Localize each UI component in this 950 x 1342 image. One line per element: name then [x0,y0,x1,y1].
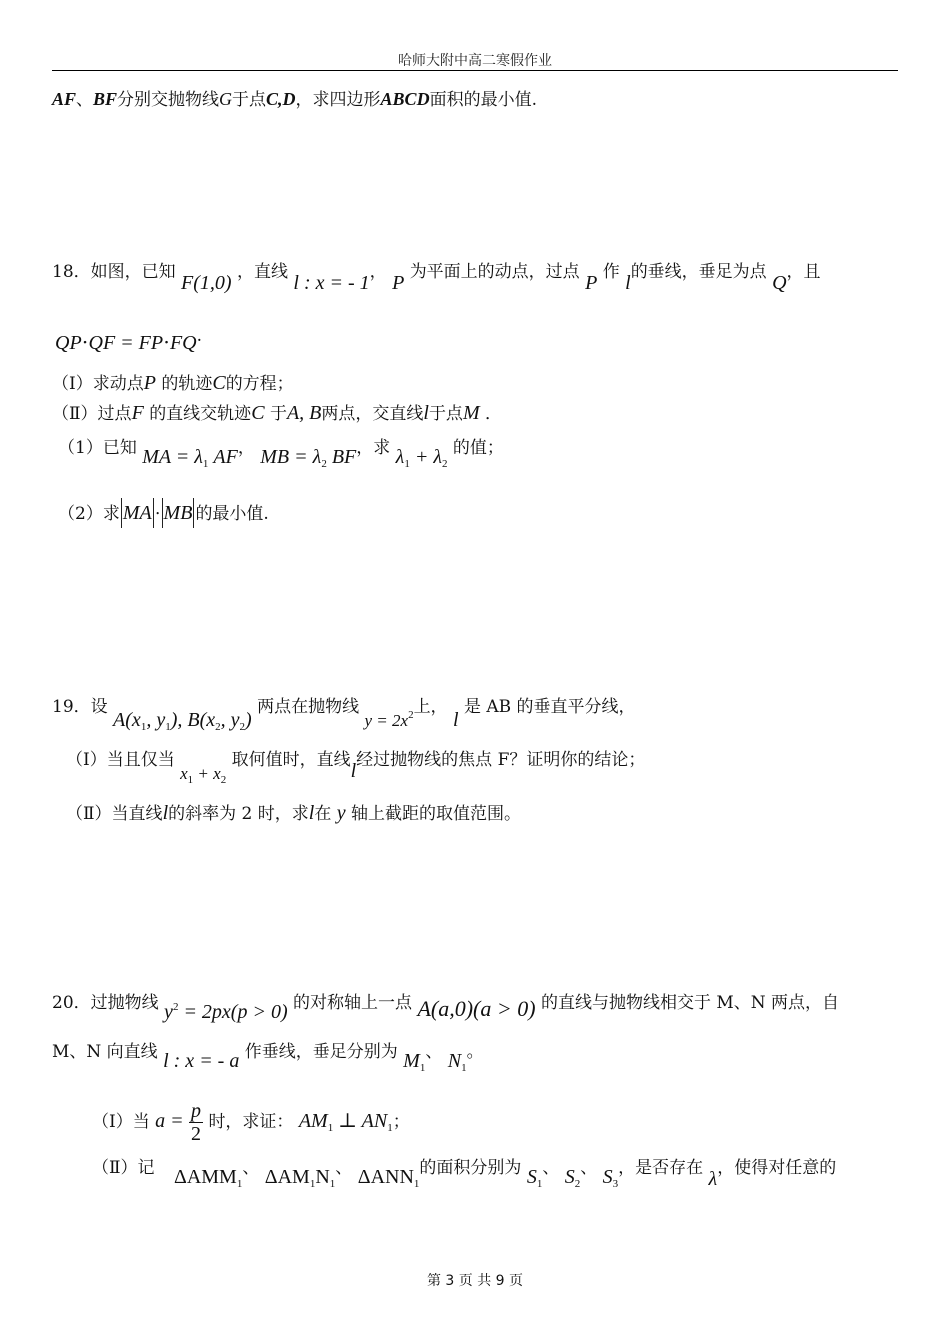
q20-line1: 20．过抛物线 $y^2 = 2px(p > 0)$ 的对称轴上一点 A(a,0)(a > 0) 的直线与抛物线相交于 M、N 两点，自 [52,993,840,1023]
fraction-p-over-2: $\frac{p}{2}$ [191,1100,202,1145]
q20-line2: M、N 向直线 l : x = - a 作垂线，垂足分别为 $M_1$、 $N_1$。 [52,1042,484,1074]
q19-line1: 19．设 $A(x_1$, $y_1$), $B(x_2$, $y_2$) 两点在抛物线 $y = 2x^2$上， l 是 AB 的垂直平分线， [52,697,636,733]
page-footer: 第 3 页 共 9 页 [426,1273,524,1289]
q18-line1: 18．如图，已知 F(1,0) ，直线 l : x = - 1， P 为平面上的动点，过点 P 作 l的垂线，垂足为点 Q，且 [52,262,821,294]
q20-part-ii: （Ⅱ）记 $\Delta AMM_1$、 $\Delta AM_1N_1$、 $\Delta ANN_1$的面积分别为 $S_1$、 $S_2$、 $S_3$，是否存在 λ，使得对任意的 [92,1158,837,1190]
q18-condition: QP⋅QF = FP⋅FQ. [55,326,203,354]
q18-part-ii: （Ⅱ）过点F 的直线交轨迹C 于A, B两点，交直线l于点M ． [52,402,503,424]
page-header: 哈师大附中高二寒假作业 [398,53,552,69]
q18-subpart-1: （1）已知 MA = $\lambda_1$ AF， MB = $\lambda_2$ BF，求 $\lambda_1 + \lambda_2$ 的值； [58,438,504,470]
q20-part-i: （Ⅰ）当 a = $\frac{p}{2}$ 时，求证： $AM_1$ ⊥ $AN_1$； [92,1100,410,1145]
q19-part-i: （Ⅰ）当且仅当 $x_1 + x_2$ 取何值时，直线l经过抛物线的焦点 F？证明你的结论； [66,750,646,786]
q17-continuation: AF、BF分别交抛物线G于点C,D，求四边形ABCD面积的最小值. [52,89,537,110]
q18-part-i: （Ⅰ）求动点P 的轨迹C的方程； [52,372,294,394]
q18-subpart-2: （2）求 MA ⋅ MB 的最小值. [58,498,269,528]
header-rule [52,70,898,71]
q19-part-ii: （Ⅱ）当直线l的斜率为 2 时，求l在 y 轴上截距的取值范围。 [66,802,522,824]
